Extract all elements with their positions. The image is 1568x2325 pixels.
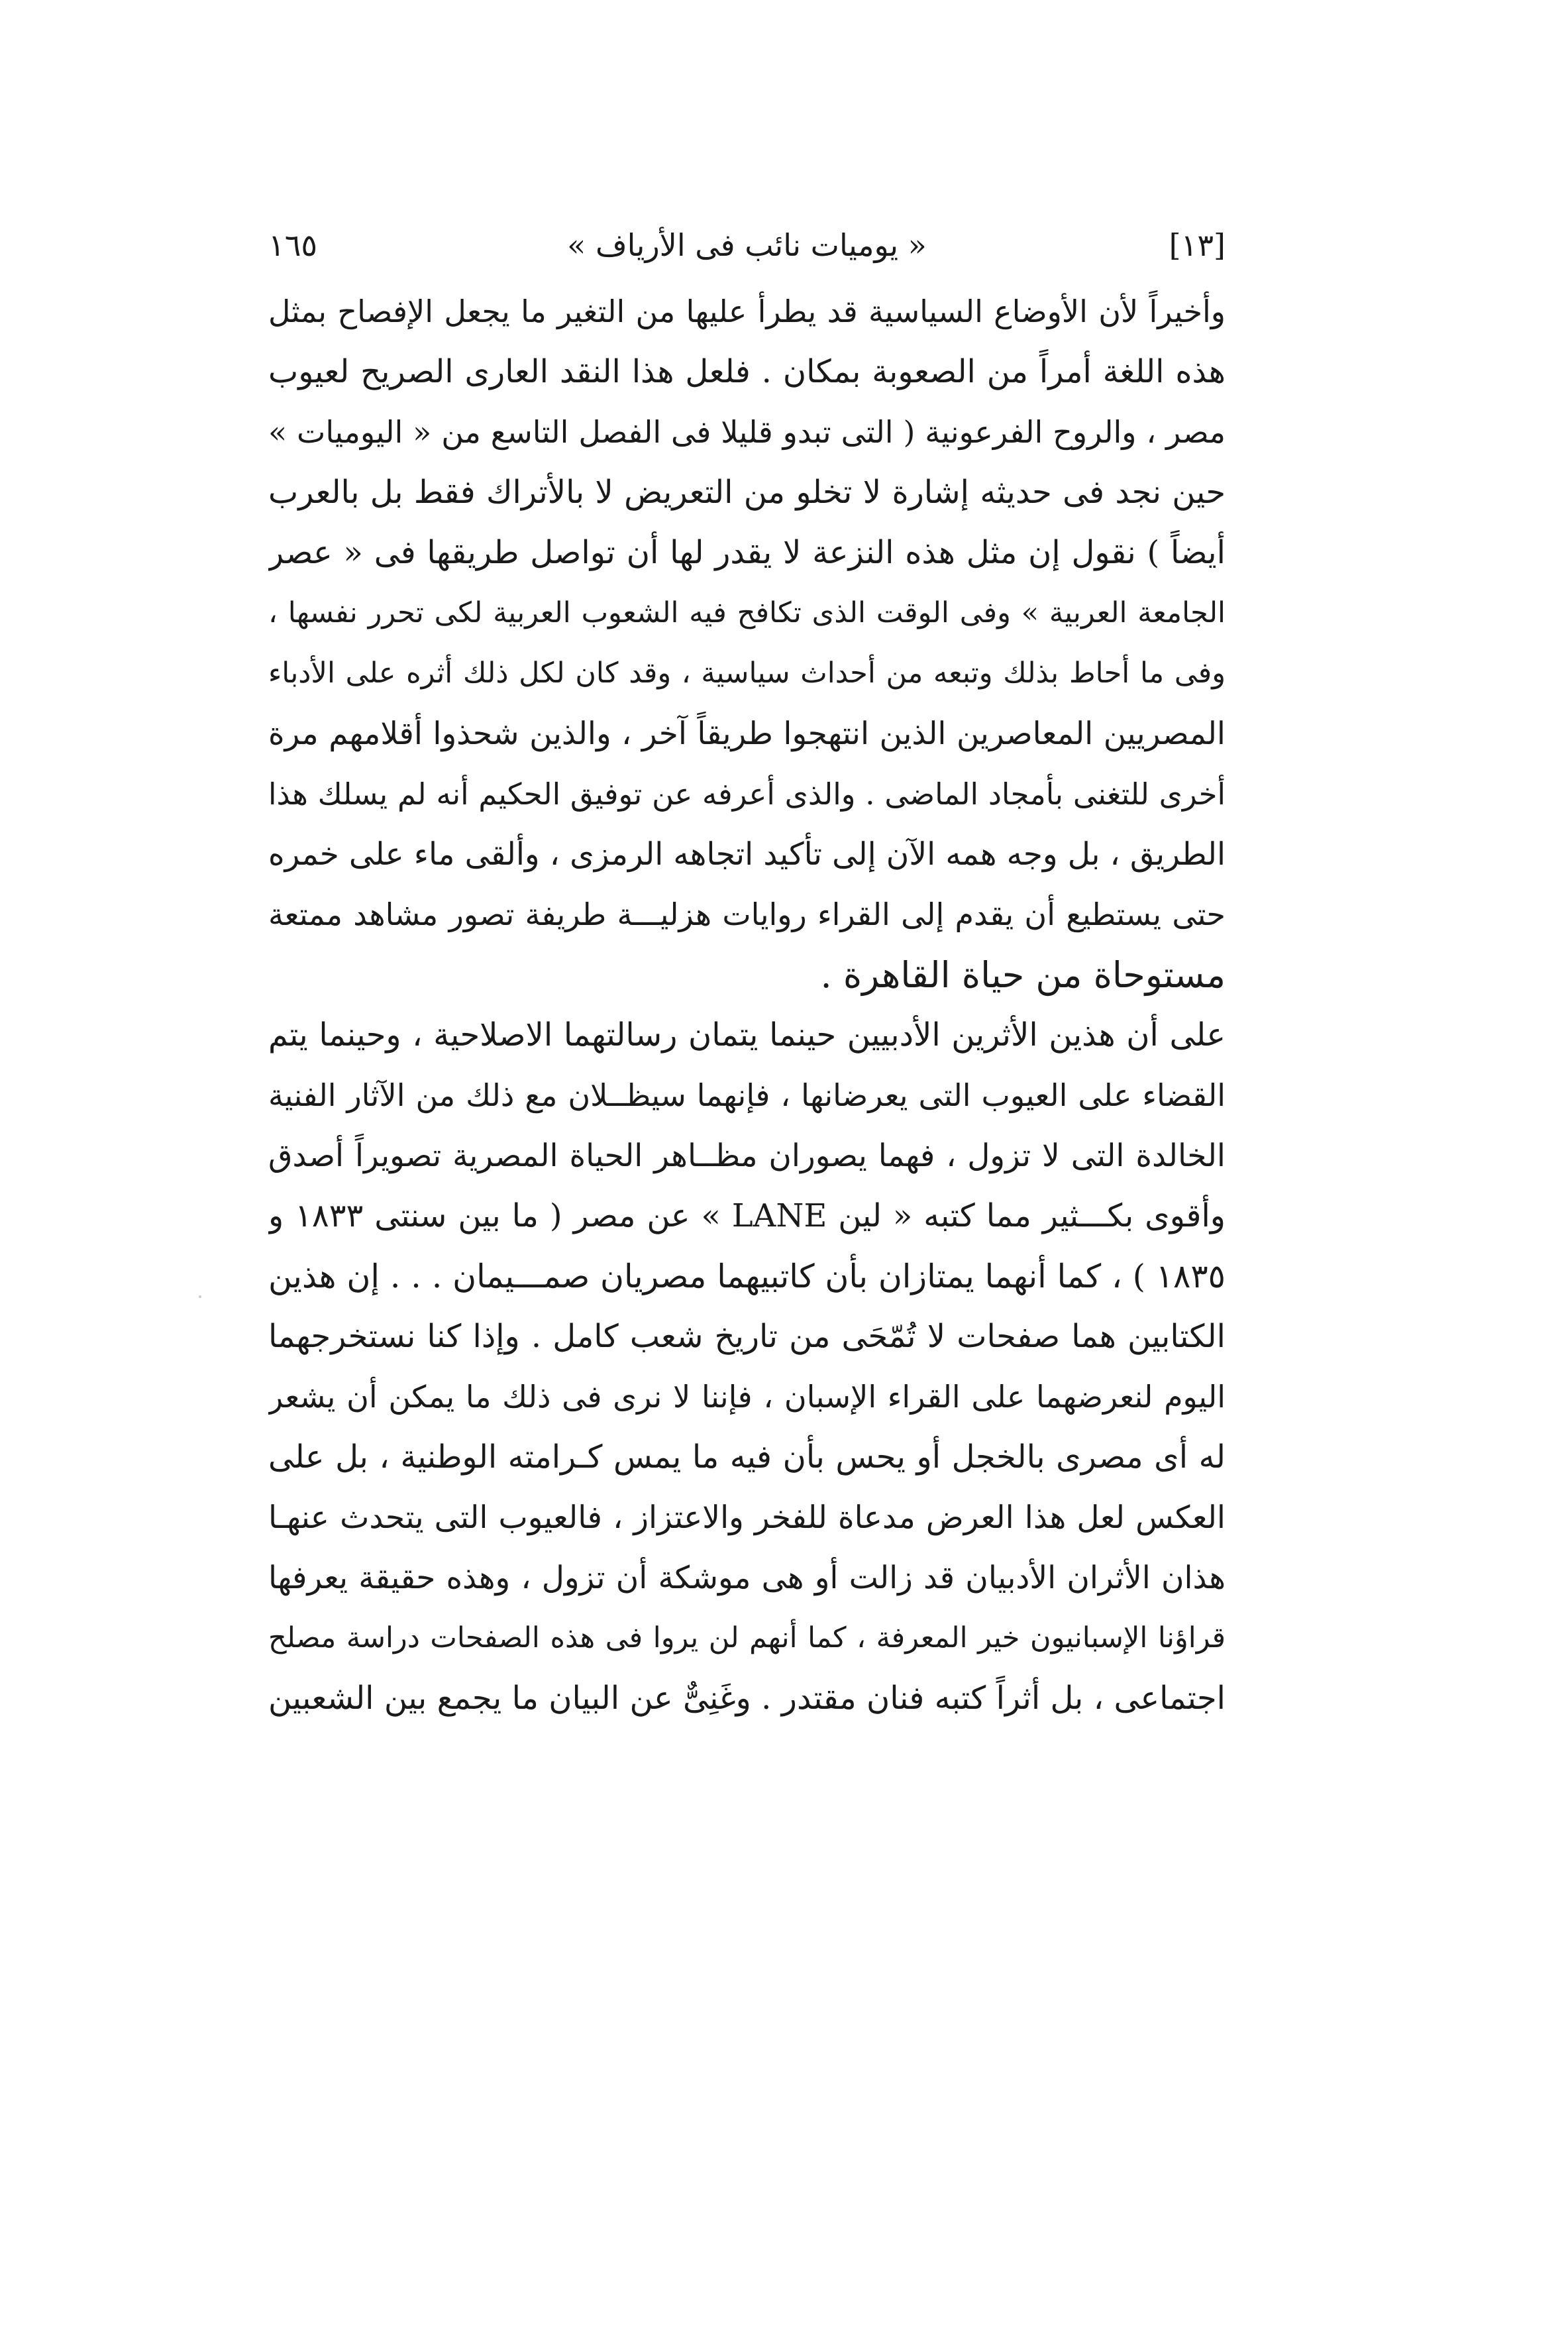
page-number: ١٦٥ [268,227,318,263]
text-line: ١٨٣٥ ) ، كما أنهما يمتازان بأن كاتبيهما مصريان صمـــيمان . . . إن هذين [268,1258,1226,1295]
text-line: قراؤنا الإسبانيون خير المعرفة ، كما أنهم لن يروا فى هذه الصفحات دراسة مصلح [268,1621,1226,1654]
text-line: وأقوى بكـــثير مما كتبه « لين LANE » عن مصر ( ما بين سنتى ١٨٣٣ و [268,1197,1226,1234]
text-line: اليوم لنعرضهما على القراء الإسبان ، فإننا لا نرى فى ذلك ما يمكن أن يشعر [268,1379,1226,1415]
text-line: العكس لعل هذا العرض مدعاة للفخر والاعتزاز ، فالعيوب التى يتحدث عنهـا [268,1499,1226,1536]
text-line: أيضاً ) نقول إن مثل هذه النزعة لا يقدر لها أن تواصل طريقها فى « عصر [268,534,1226,571]
paragraph-2 [268,1005,1226,1729]
body-text [268,282,1226,1729]
text-line: اجتماعى ، بل أثراً كتبه فنان مقتدر . وغَنِىٌّ عن البيان ما يجمع بين الشعبين [268,1680,1226,1717]
text-line: الخالدة التى لا تزول ، فهما يصوران مظــاهر الحياة المصرية تصويراً أصدق [268,1138,1226,1174]
text-line: وفى ما أحاط بذلك وتبعه من أحداث سياسية ، وقد كان لكل ذلك أثره على الأدباء [268,657,1226,690]
text-line: مصر ، والروح الفرعونية ( التى تبدو قليلا فى الفصل التاسع من « اليوميات » [268,414,1226,450]
text-line: الكتابين هما صفحات لا تُمّحَى من تاريخ شعب كامل . وإذا كنا نستخرجهما [268,1318,1226,1355]
text-line: القضاء على العيوب التى يعرضانها ، فإنهما سيظــلان مع ذلك من الآثار الفنية [268,1077,1226,1113]
text-line: الجامعة العربية » وفى الوقت الذى تكافح فيه الشعوب العربية لكى تحرر نفسها ، [268,596,1226,629]
scan-speck [199,1295,201,1298]
section-number: [١٣] [1169,227,1226,263]
text-line: على أن هذين الأثرين الأدبيين حينما يتمان رسالتهما الاصلاحية ، وحينما يتم [268,1016,1226,1054]
text-line: الطريق ، بل وجه همه الآن إلى تأكيد اتجاهه الرمزى ، وألقى ماء على خمره [268,836,1226,873]
text-line: حتى يستطيع أن يقدم إلى القراء روايات هزليـــة طريفة تصور مشاهد ممتعة [268,896,1226,932]
text-line: مستوحاة من حياة القاهرة . [820,954,1226,996]
text-line: هذان الأثران الأدبيان قد زالت أو هى موشكة أن تزول ، وهذه حقيقة يعرفها [268,1560,1226,1596]
page-header [268,215,1226,275]
text-line: أخرى للتغنى بأمجاد الماضى . والذى أعرفه عن توفيق الحكيم أنه لم يسلك هذا [268,777,1226,812]
text-line: وأخيراً لأن الأوضاع السياسية قد يطرأ عليها من التغير ما يجعل الإفصاح بمثل [268,294,1226,329]
text-line: هذه اللغة أمراً من الصعوبة بمكان . فلعل هذا النقد العارى الصريح لعيوب [268,353,1226,390]
text-line: له أى مصرى بالخجل أو يحس بأن فيه ما يمس كـرامته الوطنية ، بل على [268,1438,1226,1476]
running-title: « يوميات نائب فى الأرياف » [567,227,927,263]
text-line: المصريين المعاصرين الذين انتهجوا طريقاً آخر ، والذين شحذوا أقلامهم مرة [268,716,1226,752]
text-line: حين نجد فى حديثه إشارة لا تخلو من التعريض لا بالأتراك فقط بل بالعرب [268,474,1226,511]
paragraph-1 [268,282,1226,1005]
